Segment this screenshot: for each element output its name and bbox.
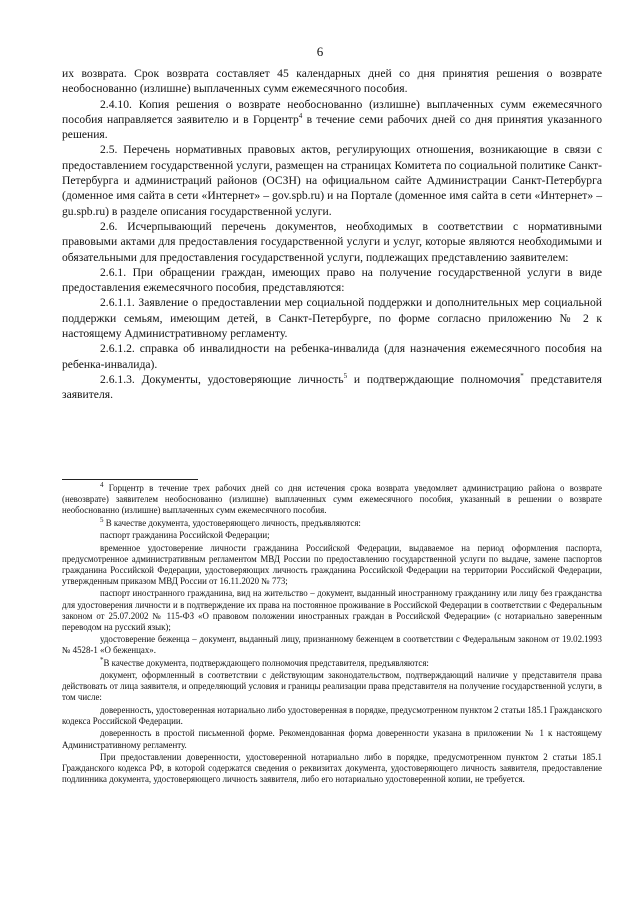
footnote-item: паспорт иностранного гражданина, вид на жительство – документ, выданный иностранному гражданину или лицу без гражданства для удостоверения личности и в подтверждение их права на постоянное проживание в Российской Федерации в соответствии с Федеральным законом от 25.07.2002 № 115-ФЗ «О правовом положении иностранных граждан в Российской Федерации» (с нотариально заверенным переводом на русский язык);: [62, 588, 602, 632]
footnote-item: временное удостоверение личности гражданина Российской Федерации, выдаваемое на период оформления паспорта, предусмотренное административным регламентом МВД России по предоставлению государственной услуги по выдаче, замене паспортов гражданина Российской Федерации, удостоверяющих личность гражданина Российской Федерации на территории Российской Федерации, утвержденным приказом МВД России от 16.11.2020 № 773;: [62, 542, 602, 586]
footnotes: [62, 483, 602, 787]
footnote-item: паспорт гражданина Российской Федерации;: [100, 530, 270, 541]
footnote-item: документ, оформленный в соответствии с действующим законодательством, подтверждающий наличие у представителя права действовать от лица заявителя, и определяющий условия и границы реализации права представителя на получение государственной услуги, в том числе:: [62, 670, 602, 703]
footnote-star-text: В качестве документа, подтверждающего полномочия представителя, предъявляются:: [103, 657, 429, 668]
paragraph-2-6-1-3-text: 2.6.1.3. Документы, удостоверяющие личность: [100, 372, 344, 386]
footnote-5: [62, 515, 602, 529]
paragraph-2-5: 2.5. Перечень нормативных правовых актов, регулирующих отношения, возникающие в связи с предоставлением государственной услуги, размещен на страницах Комитета по социальной политике Санкт-Петербурга и администраций районов (ОСЗН) на официальном сайте Администрации Санкт-Петербурга (доменное имя сайта в сети «Интернет» – gov.spb.ru) и на Портале (доменное имя сайта в сети «Интернет» – gu.spb.ru) в разделе описания государственной услуги.: [62, 143, 602, 218]
footnote-item: При предоставлении доверенности, удостоверенной нотариально либо в порядке, предусмотренном пунктом 2 статьи 185.1 Гражданского кодекса РФ, в которой содержатся сведения о реквизитах документа, удостоверяющего личность заявителя, предоставление подлинника документа, удостоверяющего личность заявителя, либо его нотариально удостоверенной копии, не требуется.: [62, 752, 602, 785]
paragraph-return-period: их возврата. Срок возврата составляет 45 календарных дней со дня принятия решения о возврате необоснованно (излишне) выплаченных сумм ежемесячного пособия.: [62, 67, 602, 96]
paragraph-2-4-10-text: 2.4.10. Копия решения о возврате необоснованно (излишне) выплаченных сумм ежемесячного пособия направляется заявителю и в Горцентр: [62, 97, 602, 126]
paragraph-2-6: 2.6. Исчерпывающий перечень документов, необходимых в соответствии с нормативными правовыми актами для предоставления государственной услуги и услуг, которые являются необходимыми и обязательными для предоставления государственной услуги, подлежащих представлению заявителем:: [62, 219, 602, 264]
footnote-4-text: Горцентр в течение трех рабочих дней со дня истечения срока возврата уведомляет администрацию района о возврате (невозврате) заявителем необоснованно (излишне) выплаченных сумм ежемесячного пособия, указанный в решении о возврате необоснованно (излишне) выплаченных сумм ежемесячного пособия.: [62, 483, 602, 516]
footnote-ref-4: 4: [298, 112, 303, 121]
paragraph-2-6-1-1: 2.6.1.1. Заявление о предоставлении мер социальной поддержки и дополнительных мер социальной поддержки семьям, имеющим детей, в Санкт-Петербурге, по форме согласно приложению № 2 к настоящему Административному регламенту.: [62, 296, 602, 341]
footnote-separator: [62, 479, 198, 480]
page-number: 6: [316, 44, 324, 59]
footnote-ref-5: 5: [343, 372, 348, 381]
footnote-item: удостоверение беженца – документ, выданный лицу, признанному беженцем в соответствии с Федеральным законом от 19.02.1993 № 4528-1 «О беженцах».: [62, 634, 602, 656]
footnote-star: [62, 655, 602, 669]
footnote-item: доверенность, удостоверенная нотариально либо удостоверенная в порядке, предусмотренном пунктом 2 статьи 185.1 Гражданского кодекса Российской Федерации.: [62, 704, 602, 726]
main-text: [62, 66, 602, 403]
footnote-mark-star: *: [100, 655, 104, 664]
paragraph-2-6-1-3-tail: представителя заявителя.: [62, 372, 602, 402]
footnote-item: доверенность в простой письменной форме. Рекомендованная форма доверенности указана в приложении № 1 к настоящему Административному регламенту.: [62, 728, 602, 750]
paragraph-2-4-10-tail: в течение семи рабочих дней со дня принятия указанного решения.: [62, 112, 602, 142]
paragraph-2-6-1-3: [62, 372, 602, 403]
footnote-4: [62, 483, 602, 516]
paragraph-2-6-1-3-mid: и подтверждающие полномочия: [347, 372, 521, 386]
footnote-5-text: В качестве документа, удостоверяющего личность, предъявляются:: [105, 517, 361, 528]
paragraph-2-6-1: 2.6.1. При обращении граждан, имеющих право на получение государственной услуги в виде предоставления ежемесячного пособия, представляются:: [62, 265, 602, 295]
paragraph-2-4-10: [62, 97, 602, 143]
footnote-mark-4: 4: [100, 481, 104, 490]
footnote-ref-star: *: [520, 372, 524, 381]
paragraph-2-6-1-2: 2.6.1.2. справка об инвалидности на ребенка-инвалида (для назначения ежемесячного пособия на ребенка-инвалида).: [62, 342, 602, 371]
footnote-mark-5: 5: [100, 515, 104, 524]
